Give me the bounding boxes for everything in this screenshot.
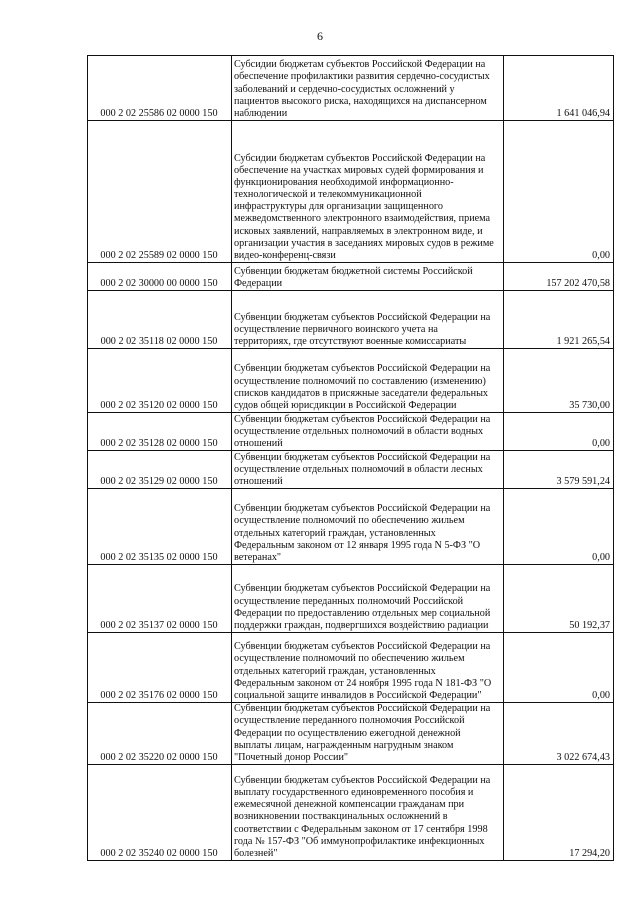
budget-code-cell: 000 2 02 35118 02 0000 150 — [88, 291, 232, 349]
amount-cell: 3 022 674,43 — [504, 703, 614, 765]
description-line: функционирования необходимой информационно- — [234, 176, 454, 188]
description-line: ветеранах" — [234, 551, 282, 563]
budget-code-cell: 000 2 02 25589 02 0000 150 — [88, 121, 232, 263]
description-line: выплаты лицам, награжденным нагрудным знаком — [234, 739, 454, 751]
budget-code-cell: 000 2 02 35129 02 0000 150 — [88, 451, 232, 489]
description-line: Федерации — [234, 277, 283, 289]
description-line: видео-конференц-связи — [234, 249, 336, 261]
description-line: отношений — [234, 475, 283, 487]
description-line: Субвенции бюджетам субъектов Российской Федерации на — [234, 703, 491, 715]
budget-code-cell: 000 2 02 35137 02 0000 150 — [88, 565, 232, 633]
description-line: обеспечение профилактики развития сердечно-сосудистых — [234, 71, 490, 83]
description-line: Субвенции бюджетам субъектов Российской Федерации на — [234, 413, 491, 425]
amount-cell: 0,00 — [504, 413, 614, 451]
description-line: Субсидии бюджетам субъектов Российской Федерации на — [234, 152, 486, 164]
table-row — [88, 765, 614, 861]
description-line: ежемесячной денежной компенсации гражданам при — [234, 799, 465, 811]
description-cell — [232, 451, 504, 489]
description-line: организации участия в заседаниях мировых судов в режиме — [234, 237, 494, 249]
table-row — [88, 565, 614, 633]
description-cell — [232, 633, 504, 703]
description-line: Субвенции бюджетам субъектов Российской Федерации на — [234, 583, 491, 595]
description-line: межведомственного электронного взаимодействия, приема — [234, 213, 491, 225]
description-line: отдельных категорий граждан, установленных — [234, 665, 436, 677]
budget-code-cell: 000 2 02 25586 02 0000 150 — [88, 56, 232, 121]
amount-cell: 0,00 — [504, 121, 614, 263]
description-line: "Почетный донор России" — [234, 751, 349, 763]
description-line: отношений — [234, 437, 283, 449]
description-line: Федеральным законом от 12 января 1995 года N 5-ФЗ "О — [234, 539, 481, 551]
budget-code-cell: 000 2 02 30000 00 0000 150 — [88, 263, 232, 291]
description-line: соответствии с Федеральным законом от 17 сентября 1998 — [234, 823, 488, 835]
description-line: осуществление отдельных полномочий в области водных — [234, 425, 484, 437]
description-line: осуществление полномочий по обеспечению жильем — [234, 653, 465, 665]
description-line: инфраструктуры для организации защищенного — [234, 201, 443, 213]
amount-cell: 0,00 — [504, 489, 614, 565]
description-line: обеспечение на участках мировых судей формирования и — [234, 164, 484, 176]
description-line: года № 157-ФЗ "Об иммунопрофилактике инфекционных — [234, 835, 485, 847]
description-cell — [232, 765, 504, 861]
description-line: социальной защите инвалидов в Российской Федерации" — [234, 689, 482, 701]
description-cell — [232, 56, 504, 121]
description-line: осуществление переданного полномочия Российской — [234, 715, 465, 727]
amount-cell: 1 921 265,54 — [504, 291, 614, 349]
description-line: Федерации по осуществлению ежегодной денежной — [234, 727, 461, 739]
amount-cell: 35 730,00 — [504, 349, 614, 413]
table-row — [88, 263, 614, 291]
budget-table-body — [88, 56, 614, 861]
table-row — [88, 121, 614, 263]
budget-code-cell: 000 2 02 35120 02 0000 150 — [88, 349, 232, 413]
table-row — [88, 291, 614, 349]
description-line: осуществление переданных полномочий Российской — [234, 595, 464, 607]
table-row — [88, 489, 614, 565]
amount-cell: 0,00 — [504, 633, 614, 703]
description-cell — [232, 349, 504, 413]
description-line: поддержки граждан, подвергшихся воздействию радиации — [234, 619, 489, 631]
amount-cell: 157 202 470,58 — [504, 263, 614, 291]
budget-code-cell: 000 2 02 35128 02 0000 150 — [88, 413, 232, 451]
description-line: технологической и телекоммуникационной — [234, 189, 422, 201]
description-cell — [232, 121, 504, 263]
description-line: осуществление первичного воинского учета на — [234, 323, 438, 335]
description-line: территориях, где отсутствуют военные комиссариаты — [234, 335, 467, 347]
description-line: болезней" — [234, 847, 278, 859]
budget-code-cell: 000 2 02 35135 02 0000 150 — [88, 489, 232, 565]
description-line: Субвенции бюджетам бюджетной системы Российской — [234, 265, 473, 277]
description-line: Субвенции бюджетам субъектов Российской Федерации на — [234, 774, 491, 786]
budget-code-cell: 000 2 02 35220 02 0000 150 — [88, 703, 232, 765]
description-line: судов общей юрисдикции в Российской Федерации — [234, 399, 457, 411]
description-cell — [232, 489, 504, 565]
table-row — [88, 703, 614, 765]
description-line: Федеральным законом от 24 ноября 1995 года N 181-ФЗ "О — [234, 677, 492, 689]
description-cell — [232, 413, 504, 451]
amount-cell: 3 579 591,24 — [504, 451, 614, 489]
amount-cell: 50 192,37 — [504, 565, 614, 633]
amount-cell: 17 294,20 — [504, 765, 614, 861]
description-line: исковых заявлений, направляемых в электронном виде, и — [234, 225, 483, 237]
description-line: Федерации по предоставлению отдельных мер социальной — [234, 607, 491, 619]
description-line: наблюдении — [234, 107, 288, 119]
budget-table — [87, 55, 614, 861]
budget-code-cell: 000 2 02 35176 02 0000 150 — [88, 633, 232, 703]
description-line: Субвенции бюджетам субъектов Российской Федерации на — [234, 363, 491, 375]
description-line: выплату государственного единовременного пособия и — [234, 787, 474, 799]
table-row — [88, 349, 614, 413]
budget-code-cell: 000 2 02 35240 02 0000 150 — [88, 765, 232, 861]
description-line: списков кандидатов в присяжные заседатели федеральных — [234, 387, 489, 399]
description-line: Субвенции бюджетам субъектов Российской Федерации на — [234, 311, 491, 323]
description-line: Субсидии бюджетам субъектов Российской Федерации на — [234, 59, 486, 71]
description-line: осуществление полномочий по обеспечению жильем — [234, 515, 465, 527]
description-line: Субвенции бюджетам субъектов Российской Федерации на — [234, 503, 491, 515]
table-row — [88, 56, 614, 121]
description-cell — [232, 263, 504, 291]
description-line: осуществление отдельных полномочий в области лесных — [234, 463, 483, 475]
table-row — [88, 451, 614, 489]
table-row — [88, 413, 614, 451]
description-line: заболеваний и сердечно-сосудистых осложнений у — [234, 83, 455, 95]
table-row — [88, 633, 614, 703]
description-line: Субвенции бюджетам субъектов Российской Федерации на — [234, 641, 491, 653]
description-cell — [232, 291, 504, 349]
description-line: осуществление полномочий по составлению (изменению) — [234, 375, 486, 387]
description-line: возникновении поствакцинальных осложнений в — [234, 811, 448, 823]
page-number: 6 — [317, 29, 323, 43]
description-line: отдельных категорий граждан, установленных — [234, 527, 436, 539]
amount-cell: 1 641 046,94 — [504, 56, 614, 121]
description-cell — [232, 565, 504, 633]
description-line: пациентов высокого риска, находящихся на диспансерном — [234, 95, 487, 107]
description-cell — [232, 703, 504, 765]
description-line: Субвенции бюджетам субъектов Российской Федерации на — [234, 451, 491, 463]
